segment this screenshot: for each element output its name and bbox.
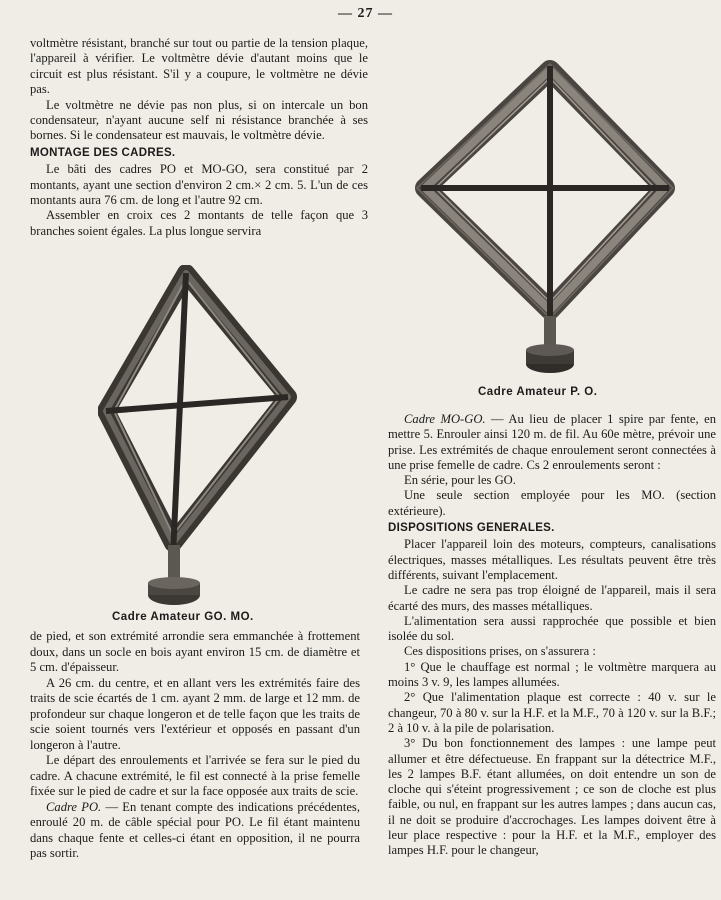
paragraph: 1° Que le chauffage est normal ; le voltmètre marquera au moins 3 v. 9, les lampes allumées. [388, 659, 716, 690]
paragraph: Le cadre ne sera pas trop éloigné de l'appareil, mais il sera écarté des murs, des masses métalliques. [388, 583, 716, 613]
paragraph: 3° Du bon fonctionnement des lampes : une lampe peut allumer et être défectueuse. En frappant sur la détectrice M.F., les 2 lampes B.F. étant allumées, on doit entendre un son de cloche qui s'éteint progressivement ; ce son de cloche est plus faible, ou nul, en frappant sur les autres lampes ; dans aucun cas, il ne doit se produire d'accrochages. Les lampes doivent être à leur place respective : pour la H.F. et la M.F., employer des lampes H.F. pour le changeur, [388, 736, 716, 858]
paragraph: L'alimentation sera aussi rapprochée que possible et bien isolée du sol. [388, 613, 716, 644]
paragraph [30, 800, 360, 862]
label-cadre-po: Cadre PO. [46, 799, 102, 814]
paragraph-text: — En tenant compte des indications précédentes, enroulé 20 m. de câble spécial pour PO. Le fil étant maintenu dans chaque fente et celles-ci étant en opposition, il ne pourra pas sortir. [30, 799, 360, 860]
caption-cadre-go-mo: Cadre Amateur GO. MO. [112, 611, 254, 623]
frame-foot [168, 545, 180, 581]
page-number: — 27 — [338, 6, 393, 21]
paragraph: de pied, et son extrémité arrondie sera emmanchée à frottement doux, dans un socle en bois ayant environ 15 cm. de diamètre et 5 cm. d'épaisseur. [30, 629, 360, 674]
paragraph: Le voltmètre ne dévie pas non plus, si on intercale un bon condensateur, n'ayant aucune self ni résistance branchée à ses bornes. Si le condensateur est mauvais, le voltmètre dévie. [30, 97, 368, 143]
paragraph: Ces dispositions prises, on s'assurera : [404, 644, 596, 659]
paragraph: Assembler en croix ces 2 montants de telle façon que 3 branches soient égales. La plus longue servira [30, 208, 368, 238]
frame-foot [544, 316, 556, 346]
right-column [388, 412, 716, 859]
photo-cadre-go-mo [98, 265, 298, 610]
paragraph: A 26 cm. du centre, et en allant vers les extrémités faire des traits de scie écartés de 1 cm. ayant 2 mm. de large et 12 mm. de profondeur sur chaque longeron et de telle façon que les traits de scie soient tournés vers l'extérieur et opposés en passant d'un longeron à l'autre. [30, 675, 360, 752]
paragraph: Une seule section employée pour les MO. (section extérieure). [388, 488, 716, 518]
paragraph: voltmètre résistant, branché sur tout ou partie de la tension plaque, l'appareil à vérifier. Le voltmètre dévie d'autant moins que le circuit est plus résistant. S'il y a coupure, le voltmètre ne dévie pas. [30, 36, 368, 97]
frame-horizontal-bar [106, 397, 288, 411]
label-cadre-mo-go: Cadre MO-GO. [404, 412, 486, 426]
paragraph: Le départ des enroulements et l'arrivée se fera sur le pied du cadre. A chacune extrémité, le fil est connecté à la prise femelle fixée sur le pied de cadre et sur la face opposée aux traits de scie. [30, 753, 360, 798]
section-heading-dispositions: DISPOSITIONS GENERALES. [388, 522, 555, 535]
left-column-bottom [30, 629, 360, 862]
paragraph: Placer l'appareil loin des moteurs, compteurs, canalisations électriques, masses métalliques. Les résultats peuvent être très différents, suivant l'emplacement. [388, 537, 716, 582]
section-heading-montage: MONTAGE DES CADRES. [30, 146, 176, 159]
frame-vertical-bar [173, 273, 186, 555]
left-column-top [30, 36, 368, 239]
photo-cadre-po [415, 60, 675, 380]
paragraph: 2° Que l'alimentation plaque est correcte : 40 v. sur le changeur, 70 à 80 v. sur la H.F. et la M.F., 70 à 120 v. sur la B.F.; 2 à 10 v. à la pile de polarisation. [388, 690, 716, 735]
paragraph: Le bâti des cadres PO et MO-GO, sera constitué par 2 montants, ayant une section d'environ 2 cm.× 2 cm. 5. L'un de ces montants aura 76 cm. de long et l'autre 92 cm. [30, 162, 368, 208]
paragraph [388, 412, 716, 473]
paragraph: En série, pour les GO. [404, 473, 516, 488]
paragraph-text: — Au lieu de placer 1 spire par fente, en mettre 5. Enrouler ainsi 120 m. de fil. Au 60e mètre, prévoir une prise. Les extrémités de chaque enroulement seront connectées à une prise femelle de cadre. Cs 2 enroulements seront : [388, 412, 716, 472]
caption-cadre-po: Cadre Amateur P. O. [478, 386, 598, 398]
